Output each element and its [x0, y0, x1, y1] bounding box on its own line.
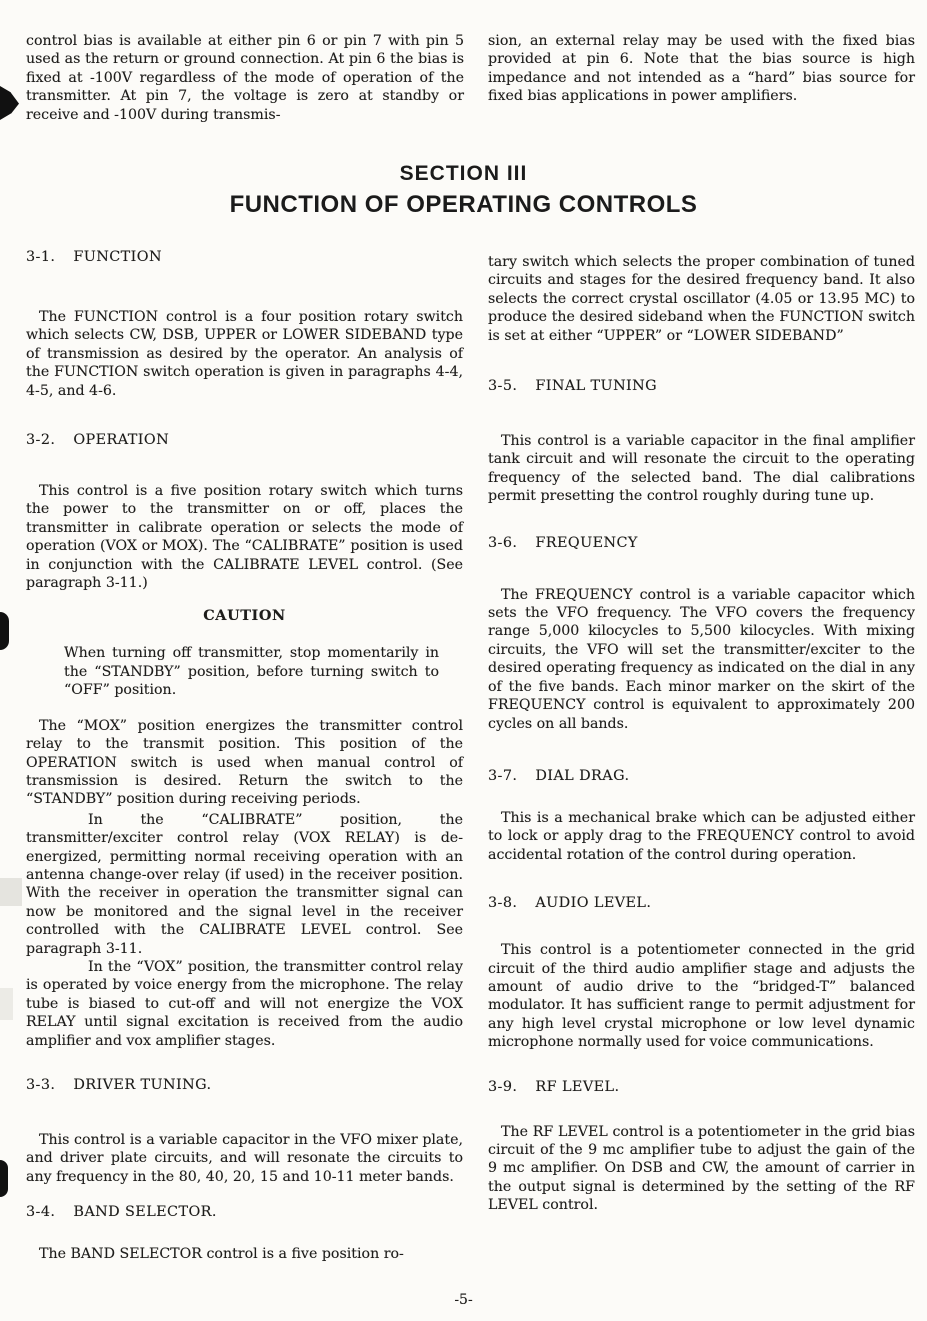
- intro-paragraph-left: control bias is available at either pin 6 or pin 7 with pin 5 used as the return or ground connection. At pin 6 the bias is fixed at -100V regardless of the mode of operation of the transmitter. At pin 7, the voltage is zero at standby or receive and -100V during transmis-: [26, 33, 464, 123]
- heading-3-5: [488, 377, 915, 395]
- heading-number: 3-7.: [488, 767, 518, 784]
- paragraph-driver-tuning: This control is a variable capacitor in the VFO mixer plate, and driver plate circuits, and will resonate the circuits to any frequency in the 80, 40, 20, 15 and 10-11 meter bands.: [26, 1132, 463, 1185]
- heading-3-1: [26, 248, 463, 266]
- section-title: SECTION III: [399, 162, 528, 185]
- heading-title: DRIVER TUNING.: [73, 1077, 212, 1093]
- heading-title: RF LEVEL.: [535, 1078, 620, 1095]
- heading-number: 3-9.: [488, 1078, 518, 1095]
- page-number: -5-: [454, 1292, 473, 1308]
- heading-title: FUNCTION: [73, 249, 162, 265]
- heading-number: 3-4.: [26, 1204, 56, 1221]
- heading-title: AUDIO LEVEL.: [535, 895, 652, 912]
- paragraph-vox: In the “VOX” position, the transmitter control relay is operated by voice energy from the microphone. The relay tube is biased to cut-off and will not energize the VOX RELAY until signal excitation is received from the audio amplifier and vox amplifier stages.: [26, 958, 463, 1049]
- paragraph-final-tuning: This control is a variable capacitor in the final amplifier tank circuit and will resonate the circuit to the operating frequency of the selected band. The dial calibrations permit presetting the control roughly during tune up.: [488, 433, 915, 505]
- section-subtitle: FUNCTION OF OPERATING CONTROLS: [229, 191, 698, 218]
- heading-number: 3-1.: [26, 249, 56, 265]
- heading-3-8: [488, 894, 915, 912]
- paragraph-audio-level: This control is a potentiometer connected in the grid circuit of the third audio amplifier stage and adjusts the amount of audio drive to the “bridged-T” balanced modulator. It has sufficient range to permit adjustment for any high level crystal microphone or low level dynamic microphone normally used for voice communications.: [488, 942, 915, 1051]
- scan-smudge: [0, 878, 22, 906]
- heading-3-6: [488, 534, 915, 552]
- heading-3-4: [26, 1203, 463, 1221]
- heading-3-7: [488, 767, 915, 785]
- heading-title: DIAL DRAG.: [535, 767, 630, 784]
- ink-blob-artifact: [0, 612, 9, 650]
- heading-title: BAND SELECTOR.: [73, 1204, 217, 1221]
- scan-smudge: [0, 988, 13, 1020]
- heading-3-3: [26, 1076, 463, 1094]
- paragraph-band-selector-continued: tary switch which selects the proper combination of tuned circuits and stages for the desired frequency band. It also selects the correct crystal oscillator (4.05 or 13.95 MC) to produce the desired sideband when the FUNCTION switch is set at either “UPPER” or “LOWER SIDEBAND”: [488, 254, 915, 344]
- caution-paragraph: When turning off transmitter, stop momentarily in the “STANDBY” position, before turning switch to “OFF” position.: [64, 645, 439, 699]
- paragraph-frequency: The FREQUENCY control is a variable capacitor which sets the VFO frequency. The VFO covers the frequency range 5,000 kilocycles to 5,500 kilocycles. With mixing circuits, the VFO will set the transmitter/exciter to the desired operating frequency as indicated on the dial in any of the five bands. Each minor marker on the skirt of the FREQUENCY control is equivalent to approximately 200 cycles on all bands.: [488, 586, 915, 732]
- right-column: [488, 253, 915, 1215]
- intro-paragraph-right: sion, an external relay may be used with the fixed bias provided at pin 6. Note that the bias source is high impedance and not intended as a “hard” bias source for fixed bias applications in power amplifiers.: [488, 33, 915, 105]
- heading-number: 3-6.: [488, 534, 518, 551]
- paragraph-rf-level: The RF LEVEL control is a potentiometer in the grid bias circuit of the 9 mc amplifier tube to adjust the gain of the 9 mc amplifier. On DSB and CW, the amount of carrier in the output signal is determined by the setting of the RF LEVEL control.: [488, 1123, 915, 1214]
- heading-number: 3-2.: [26, 432, 56, 449]
- caution-heading: CAUTION: [203, 607, 286, 625]
- left-column: [26, 248, 463, 1264]
- heading-number: 3-3.: [26, 1077, 56, 1093]
- paragraph-operation: This control is a five position rotary switch which turns the power to the transmitter on or off, places the transmitter in calibrate operation or selects the mode of operation (VOX or MOX). The “CALIBRATE” position is used in conjunction with the CALIBRATE LEVEL control. (See paragraph 3-11.): [26, 483, 463, 592]
- heading-title: FINAL TUNING: [535, 378, 658, 395]
- paragraph-dial-drag: This is a mechanical brake which can be adjusted either to lock or apply drag to the FREQUENCY control to avoid accidental rotation of the control during operation.: [488, 809, 915, 863]
- heading-title: FREQUENCY: [535, 534, 638, 551]
- heading-title: OPERATION: [73, 432, 170, 449]
- paragraph-function: The FUNCTION control is a four position rotary switch which selects CW, DSB, UPPER or LOWER SIDEBAND type of transmission as desired by the operator. An analysis of the FUNCTION switch operation is given in paragraphs 4-4, 4-5, and 4-6.: [26, 309, 463, 399]
- paragraph-mox: The “MOX” position energizes the transmitter control relay to the transmit position. This position of the OPERATION switch is used when manual control of transmission is desired. Return the switch to the “STANDBY” position during receiving periods.: [26, 717, 463, 808]
- ink-blob-artifact: [0, 86, 19, 120]
- ink-blob-artifact: [0, 1160, 8, 1197]
- paragraph-band-selector: The BAND SELECTOR control is a five position ro-: [39, 1246, 404, 1263]
- heading-3-9: [488, 1078, 915, 1096]
- heading-3-2: [26, 431, 463, 449]
- heading-number: 3-5.: [488, 378, 518, 395]
- heading-number: 3-8.: [488, 895, 518, 912]
- paragraph-calibrate: In the “CALIBRATE” position, the transmitter/exciter control relay (VOX RELAY) is de-energized, permitting normal receiving operation with an antenna change-over relay (if used) in the receiver position. With the receiver in operation the transmitter signal can now be monitored and the signal level in the receiver controlled with the CALIBRATE LEVEL control. See paragraph 3-11.: [26, 811, 463, 957]
